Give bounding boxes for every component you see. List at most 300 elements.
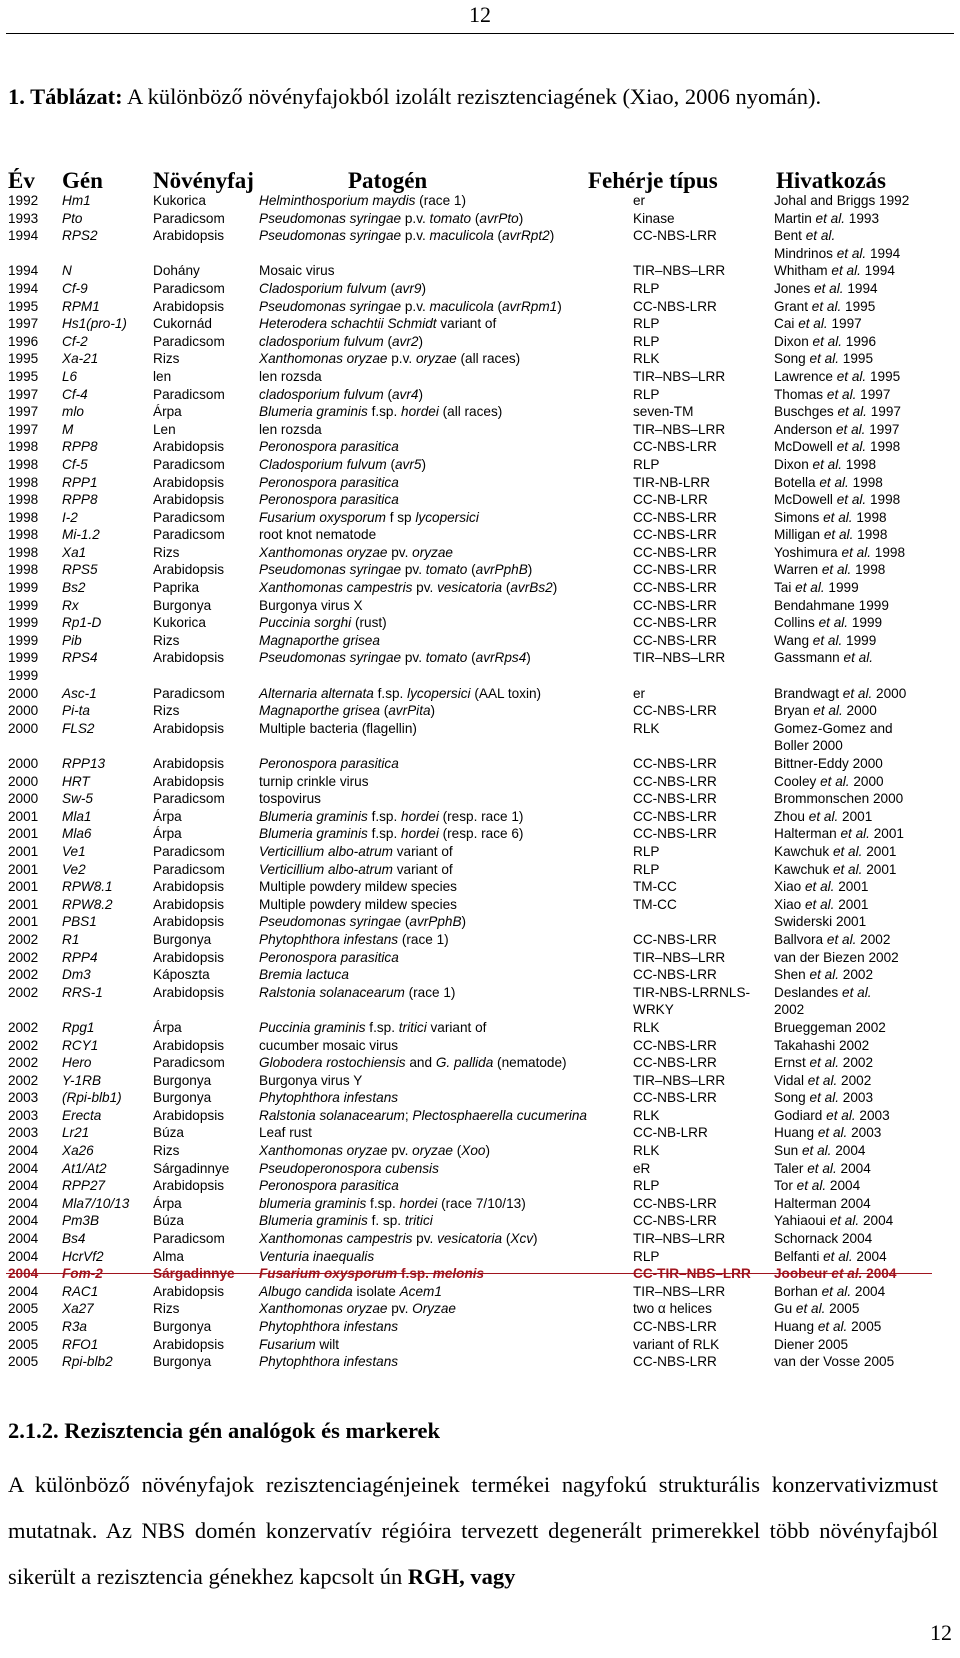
cell-pathogen: Pseudomonas syringae p.v. maculicola (avrRpt2): [259, 228, 555, 244]
cell-pathogen: Cladosporium fulvum (avr5): [259, 456, 426, 472]
cell-protein-type: CC-NBS-LRR: [633, 756, 717, 771]
cell-year: 2004: [8, 1248, 39, 1264]
cell-year: 2005: [8, 1336, 39, 1352]
cell-year: 2001: [8, 879, 39, 895]
cell-year: 2002: [8, 1072, 39, 1088]
cell-pathogen: blumeria graminis f.sp. hordei (race 7/10/13): [259, 1195, 526, 1211]
cell-reference: Brommonschen 2000: [774, 791, 904, 807]
table-row: [0, 632, 960, 650]
cell-reference: Taler et al. 2004: [774, 1160, 871, 1176]
cell-protein-type: CC-NBS-LRR: [633, 580, 717, 596]
cell-reference: Kawchuk et al. 2001: [774, 861, 897, 877]
table-row: [0, 861, 960, 879]
table-row: [0, 878, 960, 896]
cell-pathogen: Alternaria alternata f.sp. lycopersici (AAL toxin): [259, 685, 542, 701]
cell-species: Rizs: [153, 632, 180, 648]
cell-pathogen: cucumber mosaic virus: [259, 1037, 398, 1053]
cell-year: 1999: [8, 597, 39, 613]
cell-reference: Xiao et al. 2001: [774, 879, 869, 895]
cell-gene: Ve1: [62, 843, 86, 859]
cell-species: Arabidopsis: [153, 773, 225, 789]
cell-gene: Xa27: [62, 1301, 94, 1317]
cell-pathogen: Xanthomonas oryzae p.v. oryzae (all races): [259, 351, 521, 367]
cell-pathogen: Heterodera schachtii Schmidt variant of: [259, 316, 497, 332]
cell-species: Paradicsom: [153, 509, 225, 525]
cell-protein-type: TIR–NBS–LRR: [633, 1072, 726, 1088]
cell-species: Burgonya: [153, 1319, 212, 1334]
table-row: [0, 1089, 960, 1107]
cell-protein-type: CC-NBS-LRR: [633, 1037, 717, 1053]
cell-protein-type: CC-NBS-LRR: [633, 703, 717, 719]
cell-pathogen: Phytophthora infestans (race 1): [259, 931, 449, 947]
cell-protein-type: two α helices: [633, 1301, 712, 1317]
cell-year: 1998: [8, 562, 39, 578]
table-row: [0, 614, 960, 632]
cell-year: 2001: [8, 914, 39, 930]
cell-gene: Dm3: [62, 967, 91, 983]
cell-year: 2001: [8, 843, 39, 859]
cell-species: Arabidopsis: [153, 1336, 225, 1352]
table-row: [0, 1195, 960, 1213]
cell-gene: Y-1RB: [62, 1072, 102, 1088]
cell-year: 2000: [8, 773, 39, 789]
cell-protein-type: TIR–NBS–LRR: [633, 1231, 726, 1247]
table-row: [0, 984, 960, 1002]
cell-gene: M: [62, 421, 74, 437]
cell-species: Búza: [153, 1213, 184, 1229]
cell-reference: Vidal et al. 2002: [774, 1072, 872, 1088]
cell-gene: RRS-1: [62, 984, 103, 1000]
cell-reference: Johal and Briggs 1992: [774, 193, 910, 208]
cell-gene: RAC1: [62, 1283, 99, 1299]
cell-reference: Huang et al. 2005: [774, 1319, 882, 1334]
table-row: [0, 350, 960, 368]
cell-pathogen: cladosporium fulvum (avr2): [259, 333, 423, 349]
cell-pathogen: Helminthosporium maydis (race 1): [259, 193, 467, 208]
cell-protein-type: TIR–NBS–LRR: [633, 949, 726, 965]
cell-species: Arabidopsis: [153, 879, 225, 895]
cell-species: Rizs: [153, 544, 180, 560]
cell-species: Paprika: [153, 580, 200, 596]
cell-gene: Cf-5: [62, 456, 88, 472]
cell-gene: RPW8.2: [62, 896, 113, 912]
table-row: [0, 1019, 960, 1037]
cell-year: 1997: [8, 421, 39, 437]
cell-pathogen: Ralstonia solanacearum (race 1): [259, 984, 456, 1000]
cell-protein-type: Kinase: [633, 210, 675, 226]
header-rule: [6, 33, 954, 34]
cell-gene: Hs1(pro-1): [62, 316, 127, 332]
cell-gene: RFO1: [62, 1336, 99, 1352]
table-row: [0, 773, 960, 791]
cell-reference: Schornack 2004: [774, 1231, 873, 1247]
cell-reference: Swiderski 2001: [774, 914, 867, 930]
cell-protein-type: CC-NBS-LRR: [633, 808, 717, 824]
cell-species: Rizs: [153, 703, 180, 719]
cell-year: 1999: [8, 632, 39, 648]
cell-protein-type: CC-NBS-LRR: [633, 562, 717, 578]
cell-species: Paradicsom: [153, 685, 225, 701]
cell-reference: Ballvora et al. 2002: [774, 931, 891, 947]
cell-gene: Pm3B: [62, 1213, 100, 1229]
cell-reference: Song et al. 1995: [774, 351, 874, 367]
cell-gene: Erecta: [62, 1107, 102, 1123]
cell-year: 1993: [8, 210, 39, 226]
cell-reference: Borhan et al. 2004: [774, 1283, 886, 1299]
table-row: [0, 298, 960, 316]
cell-reference: Tor et al. 2004: [774, 1178, 861, 1194]
cell-gene: L6: [62, 368, 78, 384]
cell-pathogen: tospovirus: [259, 791, 321, 807]
cell-pathogen: Burgonya virus X: [259, 597, 363, 613]
cell-year: 1996: [8, 333, 39, 349]
cell-year: 1995: [8, 351, 39, 367]
cell-species: Alma: [153, 1248, 184, 1264]
table-row: [0, 597, 960, 615]
cell-species: Arabidopsis: [153, 949, 225, 965]
cell-protein-type: CC-NB-LRR: [633, 1125, 708, 1141]
cell-reference: Collins et al. 1999: [774, 615, 883, 631]
cell-gene: Bs4: [62, 1231, 86, 1247]
cell-year: 1998: [8, 474, 39, 490]
table-row: [0, 210, 960, 228]
cell-species: Árpa: [153, 404, 182, 420]
cell-pathogen: Xanthomonas oryzae pv. Oryzae: [259, 1301, 456, 1317]
cell-protein-type: WRKY: [633, 1002, 674, 1018]
table-row: [0, 561, 960, 579]
caption-text: A különböző növényfajokból izolált rezisztenciagének (Xiao, 2006 nyomán).: [122, 84, 822, 109]
cell-species: Arabidopsis: [153, 650, 225, 666]
cell-reference: Halterman 2004: [774, 1195, 871, 1211]
cell-gene: Xa26: [62, 1143, 94, 1159]
cell-protein-type: CC-NBS-LRR: [633, 1195, 717, 1211]
table-row: [0, 1037, 960, 1055]
cell-protein-type: er: [633, 193, 646, 208]
cell-year: 1994: [8, 280, 39, 296]
cell-protein-type: CC-NBS-LRR: [633, 439, 717, 455]
table-row: [0, 1353, 960, 1371]
cell-protein-type: CC-NB-LRR: [633, 492, 708, 508]
table-row: [0, 438, 960, 456]
table-row: [0, 280, 960, 298]
cell-pathogen: turnip crinkle virus: [259, 773, 369, 789]
cell-gene: Mla1: [62, 808, 92, 824]
cell-protein-type: CC-NBS-LRR: [633, 1354, 717, 1370]
cell-protein-type: TM-CC: [633, 879, 677, 895]
cell-year: 1994: [8, 228, 39, 244]
cell-pathogen: len rozsda: [259, 368, 322, 384]
cell-gene: Rpi-blb2: [62, 1354, 113, 1370]
cell-reference: Martin et al. 1993: [774, 210, 880, 226]
table-row: [0, 1318, 960, 1336]
cell-reference: Brandwagt et al. 2000: [774, 685, 907, 701]
cell-species: Paradicsom: [153, 280, 225, 296]
cell-protein-type: RLK: [633, 1019, 660, 1035]
cell-gene: RPP1: [62, 474, 98, 490]
cell-year: 2004: [8, 1143, 39, 1159]
cell-species: Burgonya: [153, 1090, 212, 1106]
cell-pathogen: Fusarium wilt: [259, 1336, 340, 1352]
cell-pathogen: Pseudomonas syringae p.v. tomato (avrPto): [259, 210, 524, 226]
cell-species: Arabidopsis: [153, 756, 225, 771]
cell-pathogen: Phytophthora infestans: [259, 1354, 399, 1370]
cell-gene: Rpg1: [62, 1019, 95, 1035]
page-number-top: 12: [469, 2, 491, 27]
cell-year: 1995: [8, 298, 39, 314]
cell-pathogen: Ralstonia solanacearum; Plectosphaerella cucumerina: [259, 1107, 587, 1123]
cell-pathogen: Phytophthora infestans: [259, 1090, 399, 1106]
cell-gene: RPP8: [62, 492, 98, 508]
table-row: [0, 474, 960, 492]
table-row: [0, 579, 960, 597]
cell-year: 2000: [8, 791, 39, 807]
cell-protein-type: RLK: [633, 351, 660, 367]
table-row: [0, 421, 960, 439]
cell-protein-type: CC-NBS-LRR: [633, 773, 717, 789]
cell-species: Rizs: [153, 351, 180, 367]
table-row: [0, 737, 960, 755]
table-row: [0, 315, 960, 333]
table-row: [0, 245, 960, 263]
cell-reference: 2002: [774, 1002, 805, 1018]
cell-reference: Godiard et al. 2003: [774, 1107, 890, 1123]
cell-gene: Lr21: [62, 1125, 90, 1141]
cell-protein-type: CC-NBS-LRR: [633, 228, 717, 244]
cell-protein-type: TIR-NBS-LRRNLS-: [633, 984, 751, 1000]
table-row: [0, 386, 960, 404]
cell-species: Arabidopsis: [153, 439, 225, 455]
table-row: [0, 808, 960, 826]
cell-year: 1992: [8, 193, 39, 208]
header-protein-type: Fehérje típus: [588, 168, 718, 193]
cell-reference: Mindrinos et al. 1994: [774, 245, 901, 261]
cell-gene: FLS2: [62, 720, 95, 736]
cell-reference: Ernst et al. 2002: [774, 1055, 874, 1071]
cell-pathogen: Peronospora parasitica: [259, 756, 399, 771]
cell-protein-type: RLK: [633, 720, 660, 736]
cell-reference: Anderson et al. 1997: [774, 421, 900, 437]
table-row: [0, 1072, 960, 1090]
table-row: [0, 192, 960, 210]
cell-year: 1997: [8, 316, 39, 332]
table-row: [0, 825, 960, 843]
cell-year: 1998: [8, 492, 39, 508]
cell-pathogen: cladosporium fulvum (avr4): [259, 386, 423, 402]
cell-year: 1999: [8, 580, 39, 596]
table-row: [0, 1283, 960, 1301]
cell-gene: Mla7/10/13: [62, 1195, 130, 1211]
table-row: [0, 491, 960, 509]
cell-species: Paradicsom: [153, 386, 225, 402]
cell-species: Rizs: [153, 1301, 180, 1317]
cell-year: 2001: [8, 826, 39, 842]
cell-reference: Bryan et al. 2000: [774, 703, 877, 719]
table-row: [0, 790, 960, 808]
cell-reference: Wang et al. 1999: [774, 632, 877, 648]
cell-gene: Xa1: [62, 544, 87, 560]
cell-species: Sárgadinnye: [153, 1266, 235, 1282]
cell-gene: RPP4: [62, 949, 98, 965]
paragraph-bold-text: RGH, vagy: [407, 1564, 516, 1589]
table-row: [0, 1054, 960, 1072]
cell-gene: RPP27: [62, 1178, 106, 1194]
table-row: [0, 667, 960, 685]
table-row: [0, 896, 960, 914]
cell-pathogen: Xanthomonas oryzae pv. oryzae (Xoo): [259, 1143, 490, 1159]
cell-pathogen: Peronospora parasitica: [259, 1178, 399, 1194]
cell-gene: Bs2: [62, 580, 86, 596]
cell-reference: van der Biezen 2002: [774, 949, 899, 965]
cell-protein-type: RLP: [633, 316, 660, 332]
cell-gene: Mi-1.2: [62, 527, 100, 543]
cell-gene: RPP13: [62, 756, 106, 771]
cell-pathogen: Peronospora parasitica: [259, 492, 399, 508]
cell-protein-type: TIR–NBS–LRR: [633, 263, 726, 279]
cell-gene: R1: [62, 931, 80, 947]
cell-gene: R3a: [62, 1319, 87, 1334]
cell-year: 1998: [8, 544, 39, 560]
cell-pathogen: Multiple bacteria (flagellin): [259, 720, 417, 736]
cell-gene: I-2: [62, 509, 78, 525]
cell-pathogen: Pseudomonas syringae pv. tomato (avrPphB): [259, 562, 533, 578]
cell-year: 2003: [8, 1090, 39, 1106]
cell-gene: Pib: [62, 632, 82, 648]
cell-gene: RCY1: [62, 1037, 99, 1053]
cell-protein-type: CC-NBS-LRR: [633, 931, 717, 947]
cell-year: 2000: [8, 720, 39, 736]
cell-reference: Belfanti et al. 2004: [774, 1248, 887, 1264]
cell-pathogen: Peronospora parasitica: [259, 439, 399, 455]
cell-species: Sárgadinnye: [153, 1160, 230, 1176]
cell-species: Arabidopsis: [153, 562, 225, 578]
cell-gene: Fom-2: [62, 1266, 103, 1282]
cell-species: Paradicsom: [153, 1231, 225, 1247]
cell-gene: HcrVf2: [62, 1248, 104, 1264]
cell-year: 1998: [8, 456, 39, 472]
table-row: [0, 403, 960, 421]
table-row: [0, 913, 960, 931]
cell-species: Burgonya: [153, 931, 212, 947]
cell-species: Arabidopsis: [153, 1037, 225, 1053]
cell-pathogen: Blumeria graminis f.sp. hordei (resp. race 1): [259, 808, 524, 824]
cell-pathogen: Verticillium albo-atrum variant of: [259, 861, 453, 877]
header-year: Év: [8, 168, 35, 193]
table-row: [0, 1177, 960, 1195]
cell-gene: Sw-5: [62, 791, 93, 807]
cell-pathogen: Albugo candida isolate Acem1: [259, 1283, 442, 1299]
cell-protein-type: RLP: [633, 1248, 660, 1264]
cell-gene: RPP8: [62, 439, 98, 455]
cell-reference: Huang et al. 2003: [774, 1125, 882, 1141]
cell-protein-type: TIR-NB-LRR: [633, 474, 711, 490]
cell-gene: mlo: [62, 404, 84, 420]
cell-species: Arabidopsis: [153, 914, 225, 930]
cell-pathogen: Blumeria graminis f. sp. tritici: [259, 1213, 433, 1229]
cell-year: 2005: [8, 1319, 39, 1334]
cell-gene: Cf-4: [62, 386, 88, 402]
cell-species: Árpa: [153, 826, 182, 842]
cell-year: 2004: [8, 1178, 39, 1194]
cell-protein-type: eR: [633, 1160, 651, 1176]
cell-protein-type: RLP: [633, 861, 660, 877]
cell-reference: Tai et al. 1999: [774, 580, 859, 596]
cell-gene: RPS5: [62, 562, 98, 578]
cell-protein-type: CC-NBS-LRR: [633, 298, 717, 314]
cell-year: 2004: [8, 1266, 39, 1282]
table-row: [0, 1142, 960, 1160]
table-row: [0, 1300, 960, 1318]
cell-pathogen: Magnaporthe grisea: [259, 632, 380, 648]
cell-gene: Mla6: [62, 826, 92, 842]
cell-species: Burgonya: [153, 1072, 212, 1088]
cell-species: len: [153, 368, 172, 384]
cell-pathogen: Phytophthora infestans: [259, 1319, 399, 1334]
cell-protein-type: RLP: [633, 456, 660, 472]
cell-pathogen: Puccinia graminis f.sp. tritici variant of: [259, 1019, 487, 1035]
cell-protein-type: RLK: [633, 1107, 660, 1123]
cell-species: Arabidopsis: [153, 1178, 225, 1194]
cell-reference: Deslandes et al.: [774, 984, 872, 1000]
cell-reference: Song et al. 2003: [774, 1090, 874, 1106]
cell-pathogen: Cladosporium fulvum (avr9): [259, 280, 426, 296]
cell-species: Árpa: [153, 808, 182, 824]
cell-species: Paradicsom: [153, 1055, 225, 1071]
cell-species: Árpa: [153, 1195, 182, 1211]
cell-year: 1997: [8, 404, 39, 420]
cell-gene: Rx: [62, 597, 79, 613]
cell-gene: RPW8.1: [62, 879, 113, 895]
cell-reference: McDowell et al. 1998: [774, 439, 901, 455]
cell-species: Búza: [153, 1125, 184, 1141]
cell-gene: RPS4: [62, 650, 98, 666]
cell-species: Paradicsom: [153, 333, 225, 349]
cell-protein-type: TIR–NBS–LRR: [633, 1283, 726, 1299]
cell-pathogen: root knot nematode: [259, 527, 377, 543]
cell-pathogen: Bremia lactuca: [259, 967, 349, 983]
cell-gene: RPM1: [62, 298, 100, 314]
table-row: [0, 368, 960, 386]
cell-year: 2004: [8, 1213, 39, 1229]
cell-reference: Bent et al.: [774, 228, 836, 244]
table-caption: [8, 74, 938, 120]
table-row: [0, 649, 960, 667]
cell-gene: Asc-1: [62, 685, 97, 701]
cell-reference: Botella et al. 1998: [774, 474, 883, 490]
cell-pathogen: Blumeria graminis f.sp. hordei (resp. race 6): [259, 826, 524, 842]
cell-species: Paradicsom: [153, 527, 225, 543]
cell-pathogen: Xanthomonas campestris pv. vesicatoria (Xcv): [259, 1231, 538, 1247]
cell-species: Árpa: [153, 1019, 182, 1035]
cell-gene: Pi-ta: [62, 703, 90, 719]
cell-species: Káposzta: [153, 967, 210, 983]
cell-reference: Diener 2005: [774, 1336, 849, 1352]
cell-pathogen: Blumeria graminis f.sp. hordei (all races): [259, 404, 503, 420]
cell-species: Rizs: [153, 1143, 180, 1159]
cell-species: Arabidopsis: [153, 298, 225, 314]
cell-species: Len: [153, 421, 176, 437]
cell-pathogen: Burgonya virus Y: [259, 1072, 363, 1088]
cell-species: Kukorica: [153, 615, 206, 631]
cell-reference: Boller 2000: [774, 738, 843, 754]
table-row: [0, 1248, 960, 1266]
cell-reference: Dixon et al. 1996: [774, 333, 877, 349]
cell-protein-type: RLP: [633, 280, 660, 296]
table-row: [0, 333, 960, 351]
cell-protein-type: CC-NBS-LRR: [633, 1319, 717, 1334]
cell-species: Cukornád: [153, 316, 212, 332]
cell-pathogen: Pseudomonas syringae (avrPphB): [259, 914, 467, 930]
cell-reference: Brueggeman 2002: [774, 1019, 886, 1035]
